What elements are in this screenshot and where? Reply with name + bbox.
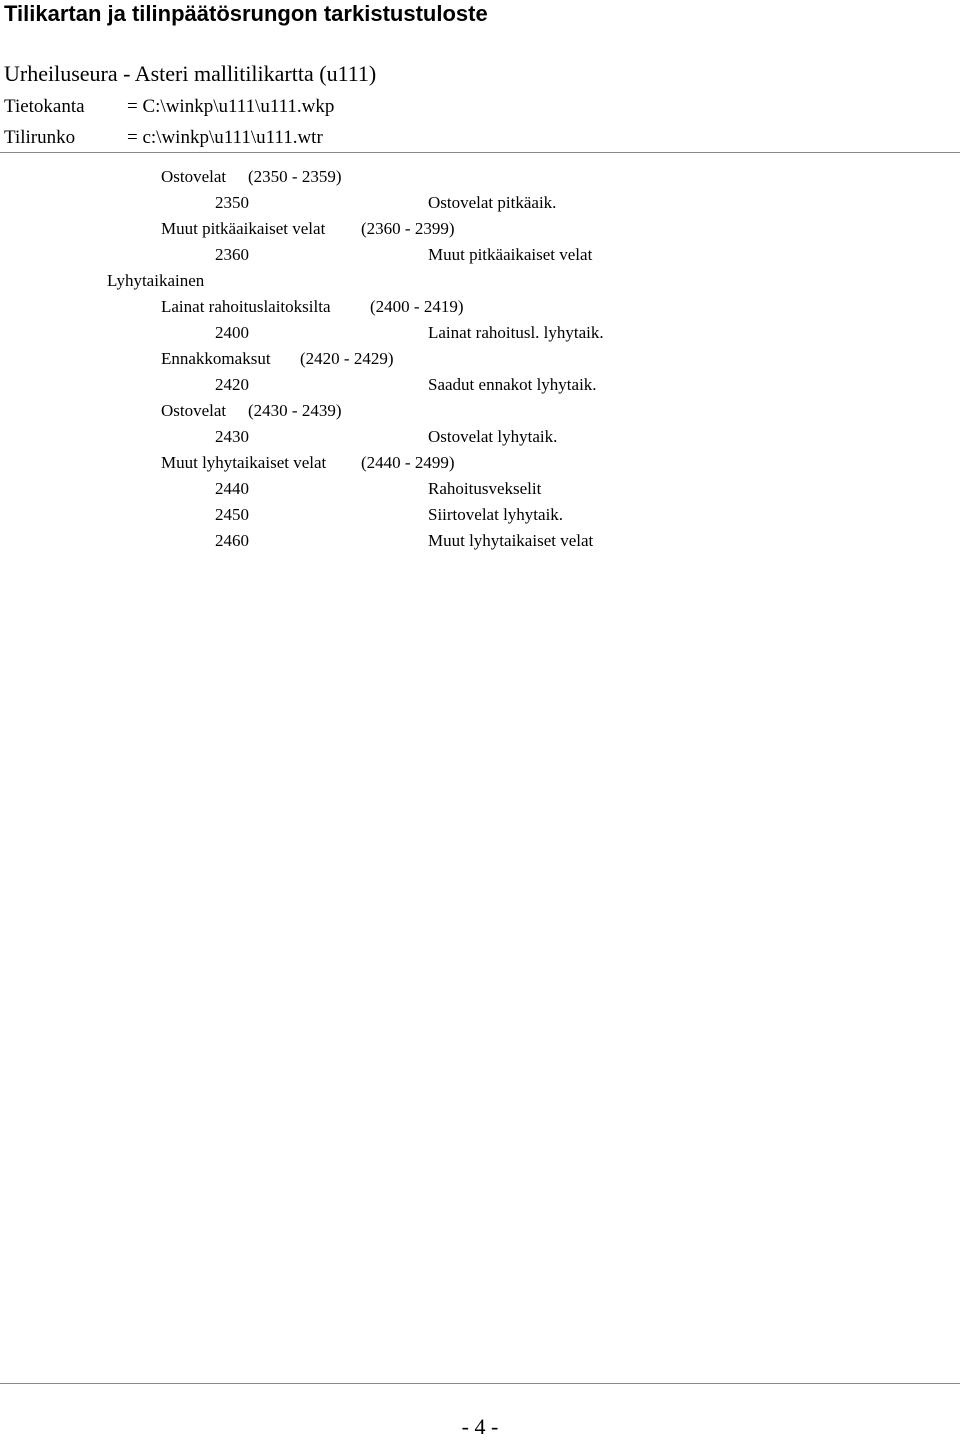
group-name: Muut pitkäaikaiset velat bbox=[161, 219, 326, 238]
account-number: 2450 bbox=[215, 505, 249, 524]
group-range: (2440 - 2499) bbox=[361, 453, 455, 472]
group-name: Lainat rahoituslaitoksilta bbox=[161, 297, 331, 316]
group-range: (2400 - 2419) bbox=[370, 297, 464, 316]
page-number: - 4 - bbox=[461, 1414, 499, 1439]
group-range: (2420 - 2429) bbox=[300, 349, 394, 368]
account-number: 2350 bbox=[215, 193, 249, 212]
account-name: Saadut ennakot lyhytaik. bbox=[428, 375, 597, 394]
section-heading: Lyhytaikainen bbox=[107, 271, 205, 290]
account-number: 2460 bbox=[215, 531, 249, 550]
group-name: Ennakkomaksut bbox=[161, 349, 271, 368]
header-divider bbox=[0, 152, 960, 153]
account-number: 2440 bbox=[215, 479, 249, 498]
account-name: Ostovelat lyhytaik. bbox=[428, 427, 558, 446]
group-range: (2350 - 2359) bbox=[248, 167, 342, 186]
chart-value: = c:\winkp\u111\u111.wtr bbox=[127, 127, 323, 148]
account-number: 2430 bbox=[215, 427, 249, 446]
account-name: Lainat rahoitusl. lyhytaik. bbox=[428, 323, 604, 342]
report-title: Tilikartan ja tilinpäätösrungon tarkistustuloste bbox=[4, 1, 488, 26]
database-value: = C:\winkp\u111\u111.wkp bbox=[127, 96, 335, 117]
company-name: Urheiluseura - Asteri mallitilikartta (u111) bbox=[4, 61, 377, 86]
group-name: Muut lyhytaikaiset velat bbox=[161, 453, 327, 472]
account-name: Siirtovelat lyhytaik. bbox=[428, 505, 564, 524]
group-name: Ostovelat bbox=[161, 167, 227, 186]
account-number: 2420 bbox=[215, 375, 249, 394]
account-number: 2360 bbox=[215, 245, 249, 264]
group-name: Ostovelat bbox=[161, 401, 227, 420]
group-range: (2430 - 2439) bbox=[248, 401, 342, 420]
group-range: (2360 - 2399) bbox=[361, 219, 455, 238]
account-name: Muut lyhytaikaiset velat bbox=[428, 531, 594, 550]
account-number: 2400 bbox=[215, 323, 249, 342]
account-name: Ostovelat pitkäaik. bbox=[428, 193, 557, 212]
chart-label: Tilirunko bbox=[4, 127, 76, 148]
account-name: Rahoitusvekselit bbox=[428, 479, 542, 498]
account-name: Muut pitkäaikaiset velat bbox=[428, 245, 593, 264]
database-label: Tietokanta bbox=[4, 96, 85, 117]
footer-divider bbox=[0, 1383, 960, 1384]
